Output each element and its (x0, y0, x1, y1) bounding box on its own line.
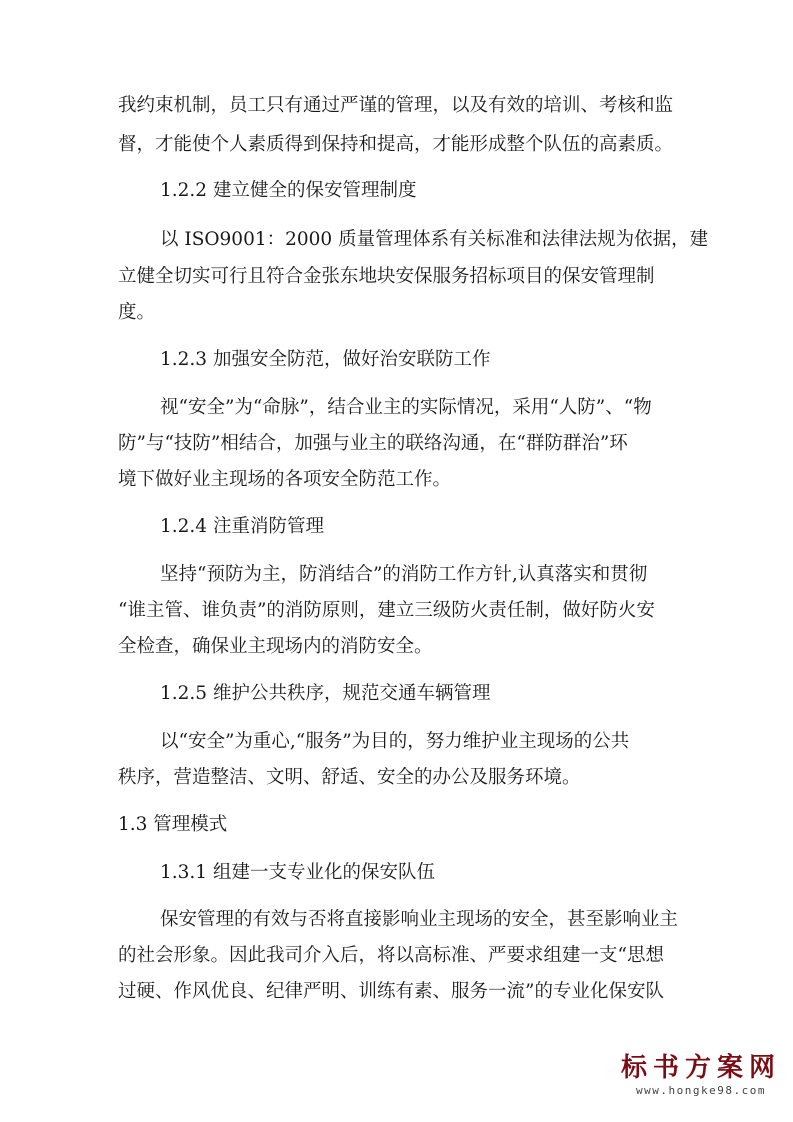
watermark-url: www.hongke98.com (636, 1084, 766, 1097)
paragraph-line: 以 ISO9001：2000 质量管理体系有关标准和法律法规为依据，建 (160, 229, 709, 250)
section-heading-1-3-1: 1.3.1 组建一支专业化的保安队伍 (160, 862, 435, 883)
section-heading-1-3: 1.3 管理模式 (118, 814, 228, 835)
paragraph-line: 境下做好业主现场的各项安全防范工作。 (118, 469, 452, 490)
site-watermark (621, 1052, 781, 1112)
section-heading-1-2-4: 1.2.4 注重消防管理 (160, 516, 324, 537)
paragraph-line: 的社会形象。因此我司介入后，将以高标准、严要求组建一支“思想 (118, 945, 664, 966)
paragraph-line: 立健全切实可行且符合金张东地块安保服务招标项目的保安管理制 (118, 266, 655, 287)
paragraph-line: 过硬、作风优良、纪律严明、训练有素、服务一流”的专业化保安队 (118, 981, 664, 1002)
paragraph-line: 督，才能使个人素质得到保持和提高，才能形成整个队伍的高素质。 (118, 134, 674, 155)
paragraph-line: 我约束机制，员工只有通过严谨的管理，以及有效的培训、考核和监 (118, 95, 674, 116)
watermark-title: 标书方案网 (621, 1053, 782, 1083)
section-heading-1-2-5: 1.2.5 维护公共秩序，规范交通车辆管理 (160, 683, 491, 704)
section-heading-1-2-3: 1.2.3 加强安全防范，做好治安联防工作 (160, 349, 491, 370)
paragraph-line: “谁主管、谁负责”的消防原则，建立三级防火责任制，做好防火安 (118, 600, 655, 621)
paragraph-line: 防”与“技防”相结合，加强与业主的联络沟通，在“群防群治”环 (118, 433, 628, 454)
section-heading-1-2-2: 1.2.2 建立健全的保安管理制度 (160, 180, 417, 201)
paragraph-line: 视“安全”为“命脉”，结合业主的实际情况，采用“人防”、“物 (160, 397, 652, 418)
paragraph-line: 保安管理的有效与否将直接影响业主现场的安全，甚至影响业主 (160, 909, 679, 930)
paragraph-line: 度。 (118, 302, 156, 323)
paragraph-line: 秩序，营造整洁、文明、舒适、安全的办公及服务环境。 (118, 767, 581, 788)
paragraph-line: 以“安全”为重心,“服务”为目的，努力维护业主现场的公共 (160, 731, 630, 752)
paragraph-line: 全检查，确保业主现场内的消防安全。 (118, 636, 433, 657)
paragraph-line: 坚持“预防为主，防消结合”的消防工作方针,认真落实和贯彻 (160, 564, 648, 585)
